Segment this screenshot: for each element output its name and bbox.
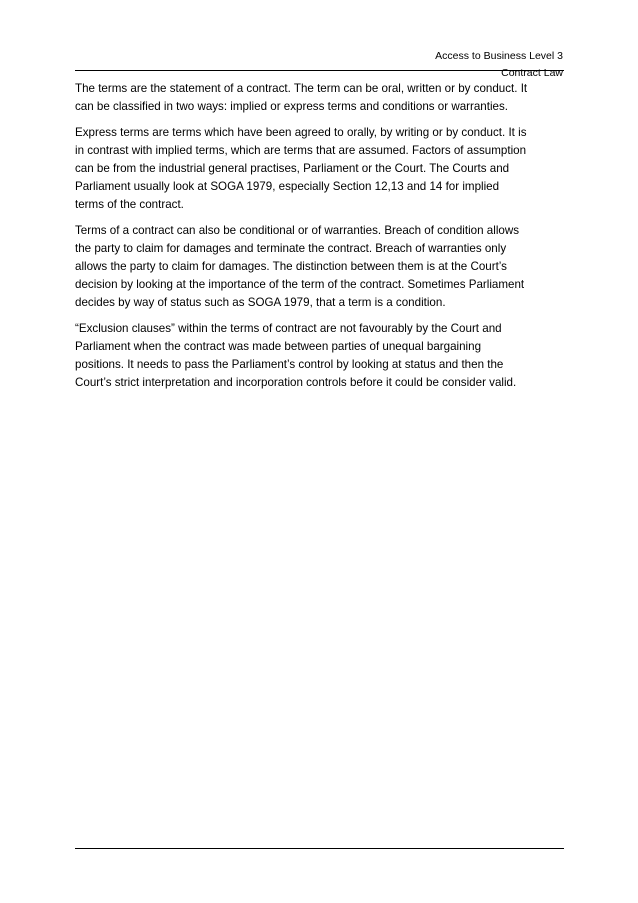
- text-line: the party to claim for damages and terminate the contract. Breach of warranties only: [75, 242, 507, 255]
- text-line: positions. It needs to pass the Parliament’s control by looking at status and then the: [75, 358, 504, 371]
- text-line: terms of the contract.: [75, 198, 184, 211]
- text-line: can be classified in two ways: implied or express terms and conditions or warranties.: [75, 100, 509, 113]
- footer-divider: [75, 848, 564, 849]
- text-line: Parliament when the contract was made between parties of unequal bargaining: [75, 340, 482, 353]
- paragraph-exclusion-clauses: [75, 320, 564, 392]
- text-line: decides by way of status such as SOGA 1979, that a term is a condition.: [75, 296, 446, 309]
- text-line: can be from the industrial general practises, Parliament or the Court. The Courts and: [75, 162, 510, 175]
- paragraph-express-terms: [75, 124, 564, 214]
- header-subject-title: Contract Law: [501, 67, 563, 79]
- header-divider: [75, 70, 564, 71]
- text-line: in contrast with implied terms, which are terms that are assumed. Factors of assumption: [75, 144, 527, 157]
- text-line: allows the party to claim for damages. The distinction between them is at the Court’s: [75, 260, 507, 273]
- paragraph-conditions-warranties: [75, 222, 564, 312]
- document-body: [75, 80, 564, 400]
- text-line: Parliament usually look at SOGA 1979, especially Section 12,13 and 14 for implied: [75, 180, 500, 193]
- text-line: Terms of a contract can also be conditional or of warranties. Breach of condition allows: [75, 224, 520, 237]
- paragraph-terms-definition: [75, 80, 564, 116]
- text-line: “Exclusion clauses” within the terms of contract are not favourably by the Court and: [75, 322, 502, 335]
- text-line: decision by looking at the importance of the term of the contract. Sometimes Parliament: [75, 278, 525, 291]
- text-line: Express terms are terms which have been agreed to orally, by writing or by conduct. It is: [75, 126, 527, 139]
- running-header: [435, 48, 563, 82]
- text-line: The terms are the statement of a contract. The term can be oral, written or by conduct. It: [75, 82, 528, 95]
- header-course-title: Access to Business Level 3: [435, 50, 563, 62]
- text-line: Court’s strict interpretation and incorporation controls before it could be consider valid.: [75, 376, 517, 389]
